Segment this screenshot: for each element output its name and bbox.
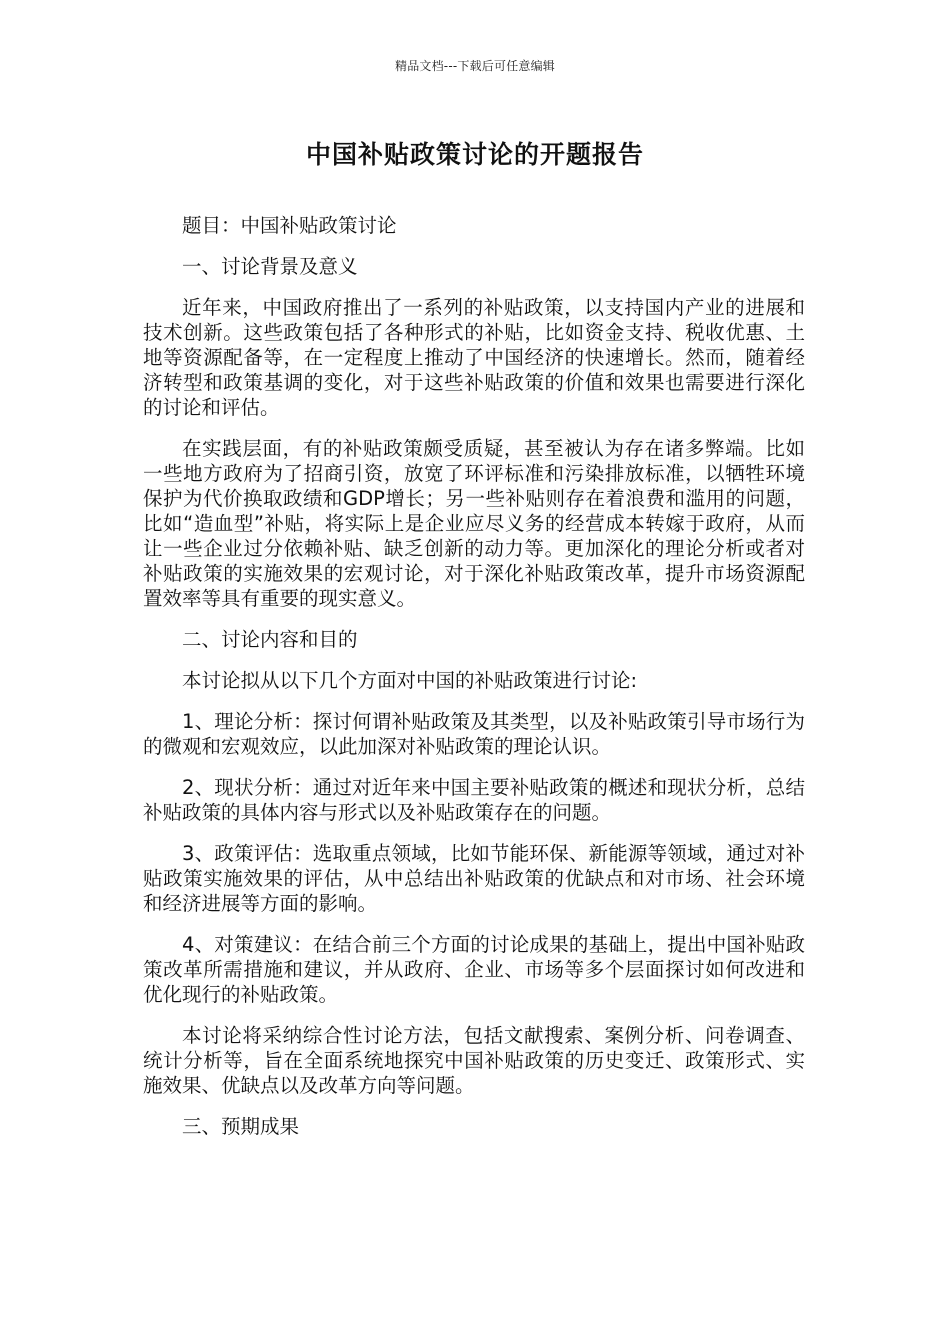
section-heading-background: 一、讨论背景及意义 bbox=[182, 255, 358, 278]
body-paragraph: 在实践层面，有的补贴政策颇受质疑，甚至被认为存在诸多弊端。比如一些地方政府为了招商引资，放宽了环评标准和污染排放标准，以牺牲环境保护为代价换取政绩和GDP增长；另一些补贴则存在着浪费和滥用的问题，比如“造血型”补贴，将实际上是企业应尽义务的经营成本转嫁于政府，从而让一些企业过分依赖补贴、缺乏创新的动力等。更加深化的理论分析或者对补贴政策的实施效果的宏观讨论，对于深化补贴政策改革，提升市场资源配置效率等具有重要的现实意义。 bbox=[143, 437, 805, 610]
body-paragraph: 本讨论将采纳综合性讨论方法，包括文献搜索、案例分析、问卷调查、统计分析等，旨在全面系统地探究中国补贴政策的历史变迁、政策形式、实施效果、优缺点以及改革方向等问题。 bbox=[143, 1024, 805, 1097]
document-title: 中国补贴政策讨论的开题报告 bbox=[305, 140, 644, 169]
document-body bbox=[143, 213, 805, 1155]
body-paragraph: 近年来，中国政府推出了一系列的补贴政策，以支持国内产业的进展和技术创新。这些政策包括了各种形式的补贴，比如资金支持、税收优惠、土地等资源配备等，在一定程度上推动了中国经济的快速增长。然而，随着经济转型和政策基调的变化，对于这些补贴政策的价值和效果也需要进行深化的讨论和评估。 bbox=[143, 296, 805, 419]
list-item-suggestions: 4、对策建议：在结合前三个方面的讨论成果的基础上，提出中国补贴政策改革所需措施和建议，并从政府、企业、市场等多个层面探讨如何改进和优化现行的补贴政策。 bbox=[143, 933, 805, 1006]
list-item-evaluation: 3、政策评估：选取重点领域，比如节能环保、新能源等领域，通过对补贴政策实施效果的评估，从中总结出补贴政策的优缺点和对市场、社会环境和经济进展等方面的影响。 bbox=[143, 842, 805, 915]
topic-line: 题目：中国补贴政策讨论 bbox=[182, 214, 397, 237]
list-item-theory: 1、理论分析：探讨何谓补贴政策及其类型，以及补贴政策引导市场行为的微观和宏观效应，以此加深对补贴政策的理论认识。 bbox=[143, 710, 805, 758]
section-heading-content: 二、讨论内容和目的 bbox=[182, 628, 358, 651]
section-heading-outcomes: 三、预期成果 bbox=[182, 1115, 300, 1138]
body-paragraph: 本讨论拟从以下几个方面对中国的补贴政策进行讨论: bbox=[182, 669, 638, 692]
page-header-note: 精品文档---下载后可任意编辑 bbox=[395, 59, 555, 73]
list-item-status: 2、现状分析：通过对近年来中国主要补贴政策的概述和现状分析，总结补贴政策的具体内容与形式以及补贴政策存在的问题。 bbox=[143, 776, 805, 824]
